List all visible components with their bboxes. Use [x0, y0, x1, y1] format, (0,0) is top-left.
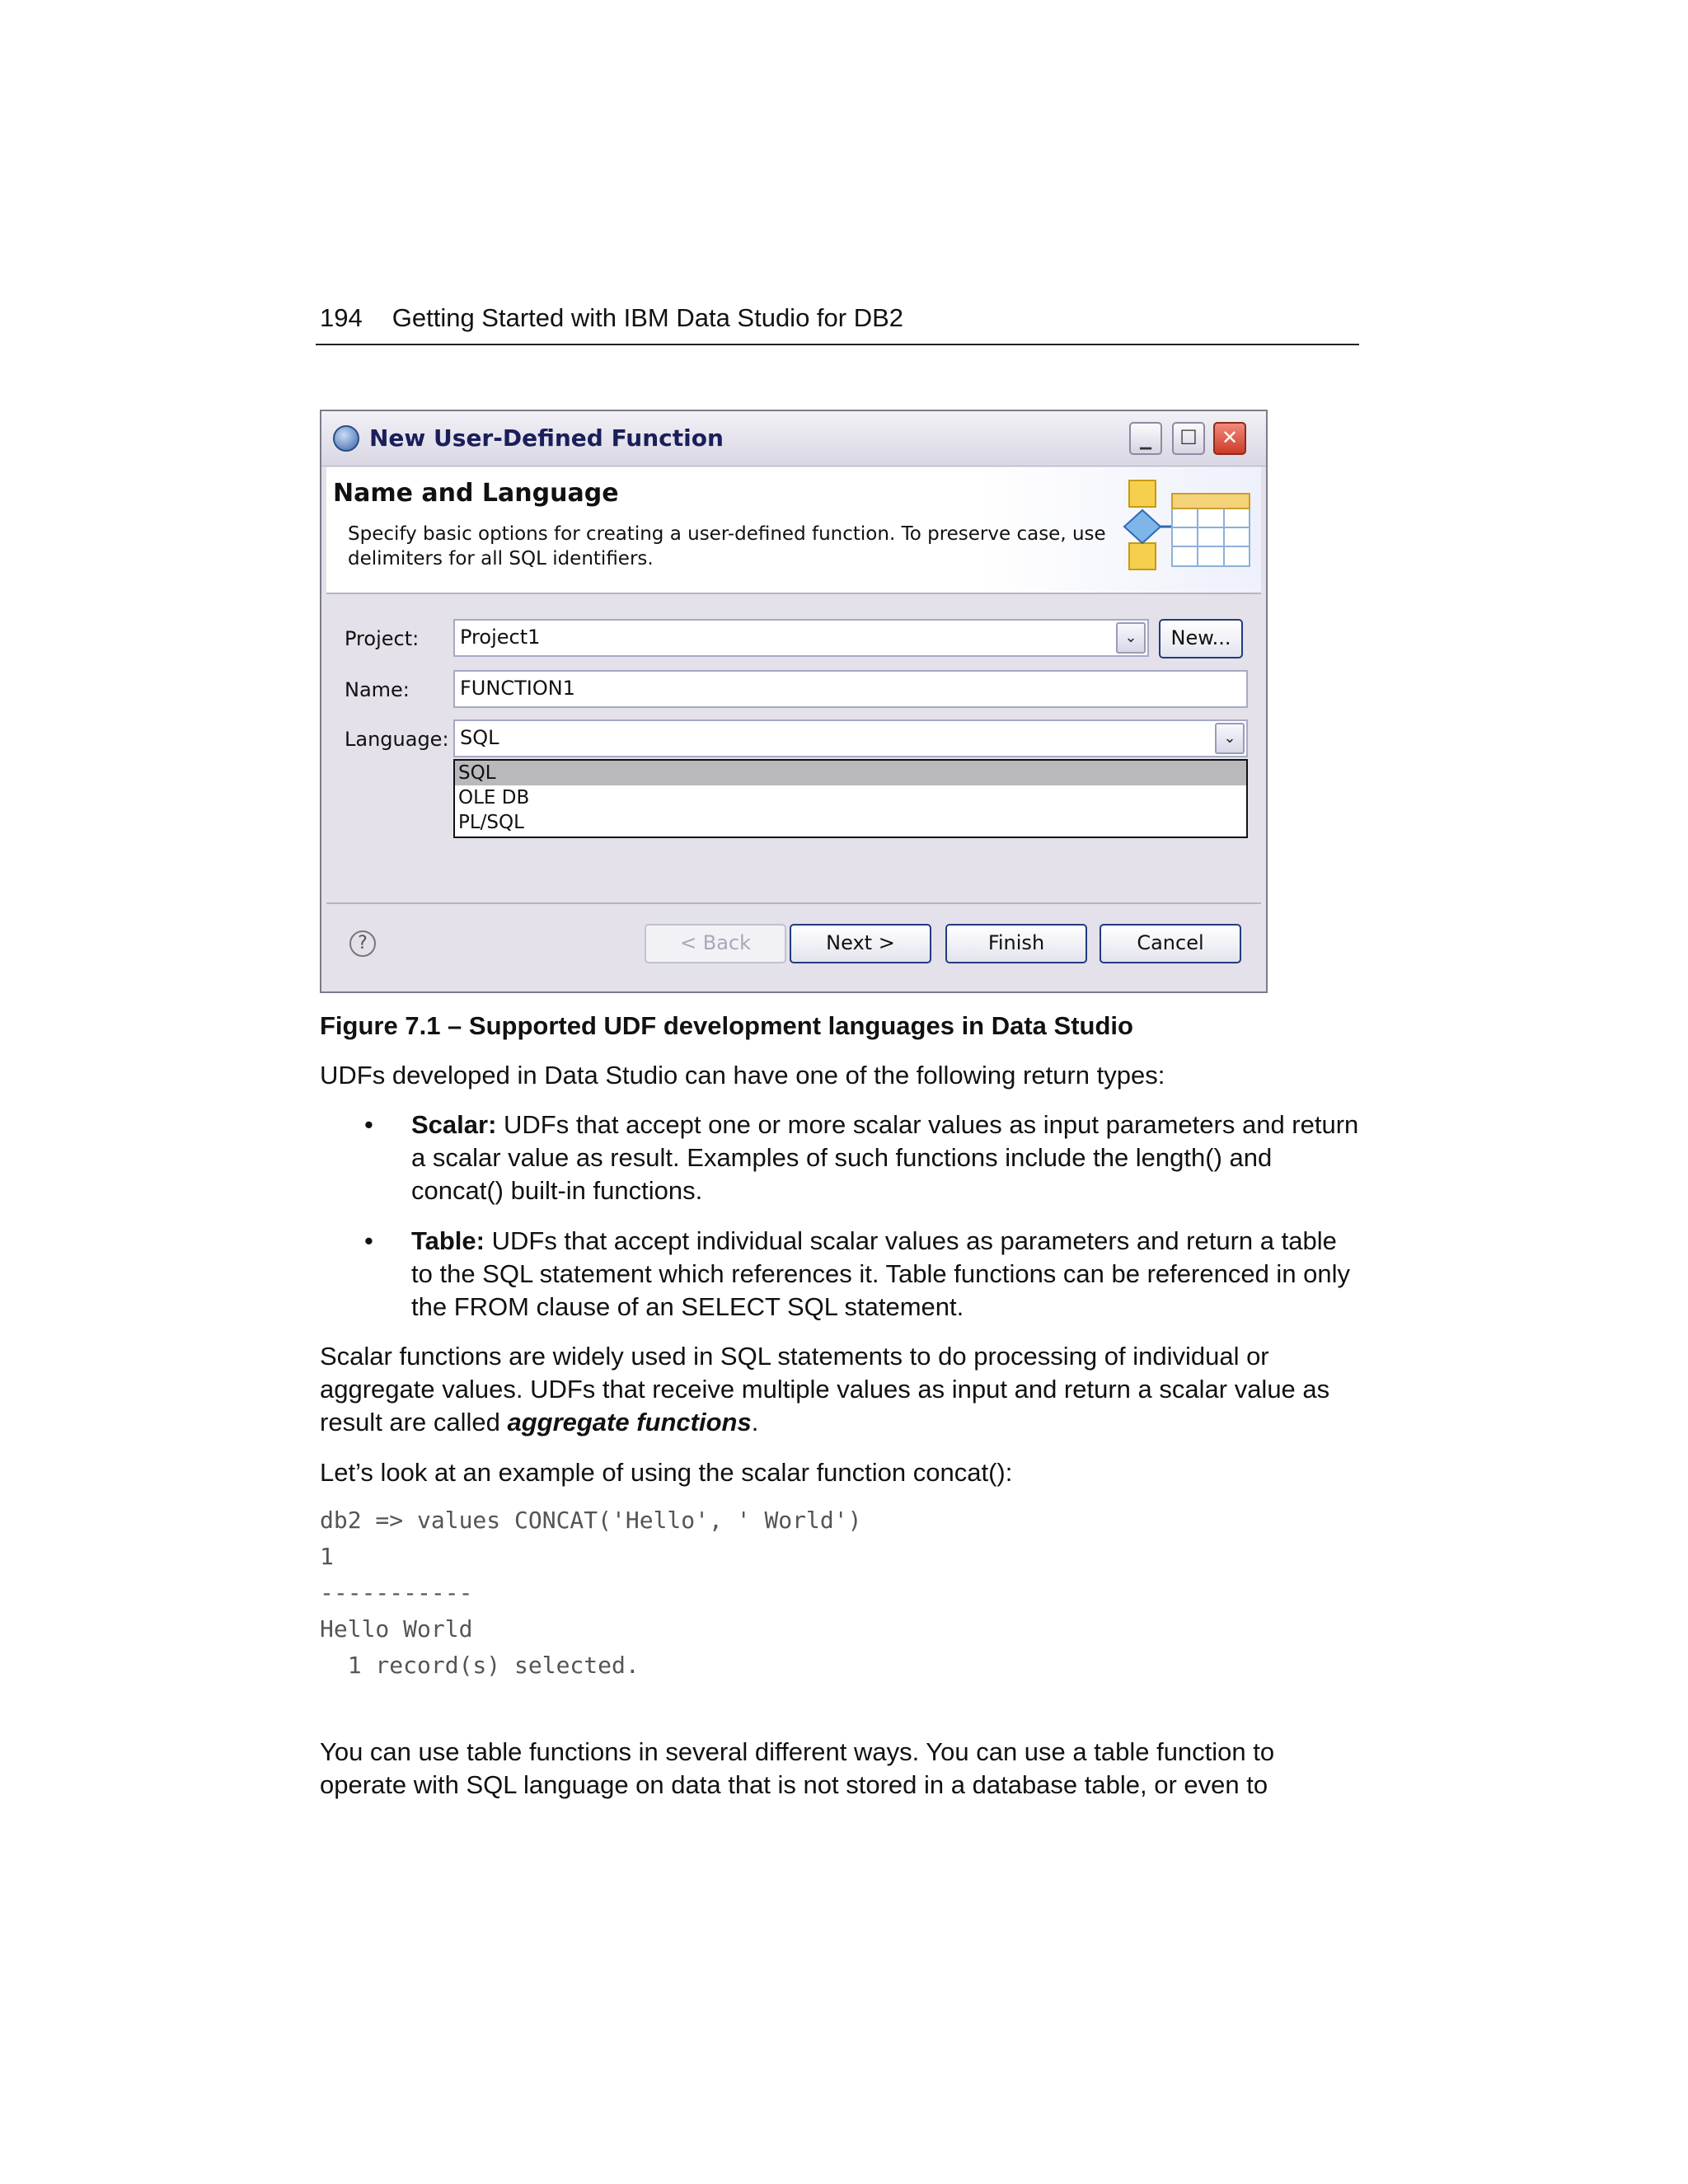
- language-option-sql[interactable]: SQL: [455, 761, 1246, 785]
- wizard-banner: [326, 467, 1261, 594]
- code-line: -----------: [320, 1579, 473, 1606]
- bullet-body: UDFs that accept individual scalar values as parameters and return a table to the SQL statement which references it. Table functions can be referenced in only the FROM clause of an SELECT SQL statement.: [411, 1226, 1351, 1321]
- back-button[interactable]: < Back: [645, 924, 786, 963]
- bullet-term: Scalar:: [411, 1110, 497, 1139]
- title-bar[interactable]: [321, 411, 1266, 466]
- help-icon[interactable]: ?: [349, 930, 376, 957]
- name-input[interactable]: [453, 670, 1248, 708]
- header-rule: [316, 344, 1359, 345]
- function-table-icon: [1121, 477, 1253, 574]
- book-title: Getting Started with IBM Data Studio for DB2: [392, 303, 904, 332]
- code-line: 1: [320, 1543, 334, 1570]
- aggregate-functions-emphasis: aggregate functions: [507, 1408, 752, 1436]
- finish-button[interactable]: Finish: [945, 924, 1087, 963]
- dropdown-arrow-icon[interactable]: ⌄: [1116, 622, 1146, 654]
- project-label: Project:: [345, 627, 420, 650]
- bullet-body: UDFs that accept one or more scalar values as input parameters and return a scalar value as result. Examples of such functions include the length() and concat() built-in functions.: [411, 1110, 1359, 1205]
- language-label: Language:: [345, 728, 449, 751]
- page-number: 194: [320, 303, 363, 332]
- bullet-term: Table:: [411, 1226, 485, 1255]
- language-option-ole-db[interactable]: OLE DB: [458, 787, 530, 808]
- code-line: Hello World: [320, 1615, 473, 1643]
- language-combobox[interactable]: [453, 719, 1248, 757]
- window-title: New User-Defined Function: [369, 424, 724, 452]
- bullet-table: [411, 1225, 1359, 1324]
- bullet-marker: •: [364, 1110, 373, 1139]
- scalar-paragraph-end: .: [751, 1408, 759, 1436]
- dropdown-arrow-icon[interactable]: ⌄: [1215, 723, 1245, 754]
- page-header: [320, 302, 1360, 335]
- scalar-paragraph-text: Scalar functions are widely used in SQL statements to do processing of individual or aggregate values. UDFs that receive multiple values as input and return a scalar value as result are called: [320, 1342, 1330, 1436]
- cancel-button[interactable]: Cancel: [1100, 924, 1241, 963]
- figure-caption: Figure 7.1 – Supported UDF development languages in Data Studio: [320, 1011, 1133, 1040]
- close-icon[interactable]: ✕: [1213, 422, 1246, 455]
- minimize-icon[interactable]: ▁: [1129, 422, 1162, 455]
- bullet-marker: •: [364, 1226, 373, 1255]
- code-line: 1 record(s) selected.: [320, 1652, 640, 1679]
- scalar-paragraph: [320, 1340, 1360, 1439]
- language-dropdown-list: [453, 759, 1248, 838]
- section-title: Name and Language: [333, 479, 619, 508]
- project-value: Project1: [460, 626, 541, 649]
- example-paragraph: Let’s look at an example of using the scalar function concat():: [320, 1458, 1013, 1487]
- next-button[interactable]: Next >: [790, 924, 931, 963]
- new-project-button[interactable]: New...: [1159, 619, 1243, 658]
- new-udf-dialog: [320, 410, 1268, 993]
- name-label: Name:: [345, 678, 410, 701]
- name-value: FUNCTION1: [460, 677, 575, 700]
- project-combobox[interactable]: [453, 619, 1149, 657]
- section-description: Specify basic options for creating a user-defined function. To preserve case, use delimiters for all SQL identifiers.: [348, 523, 1106, 569]
- maximize-icon[interactable]: ☐: [1172, 422, 1205, 455]
- intro-paragraph: UDFs developed in Data Studio can have one of the following return types:: [320, 1061, 1165, 1090]
- code-line: db2 => values CONCAT('Hello', ' World'): [320, 1507, 862, 1534]
- table-functions-paragraph: You can use table functions in several different ways. You can use a table function to operate with SQL language on data that is not stored in a database table, or even to: [320, 1737, 1275, 1799]
- bullet-scalar: [411, 1108, 1359, 1207]
- language-option-plsql[interactable]: PL/SQL: [458, 812, 524, 833]
- language-value: SQL: [460, 726, 499, 749]
- footer-divider: [326, 902, 1261, 904]
- app-icon: [333, 425, 359, 452]
